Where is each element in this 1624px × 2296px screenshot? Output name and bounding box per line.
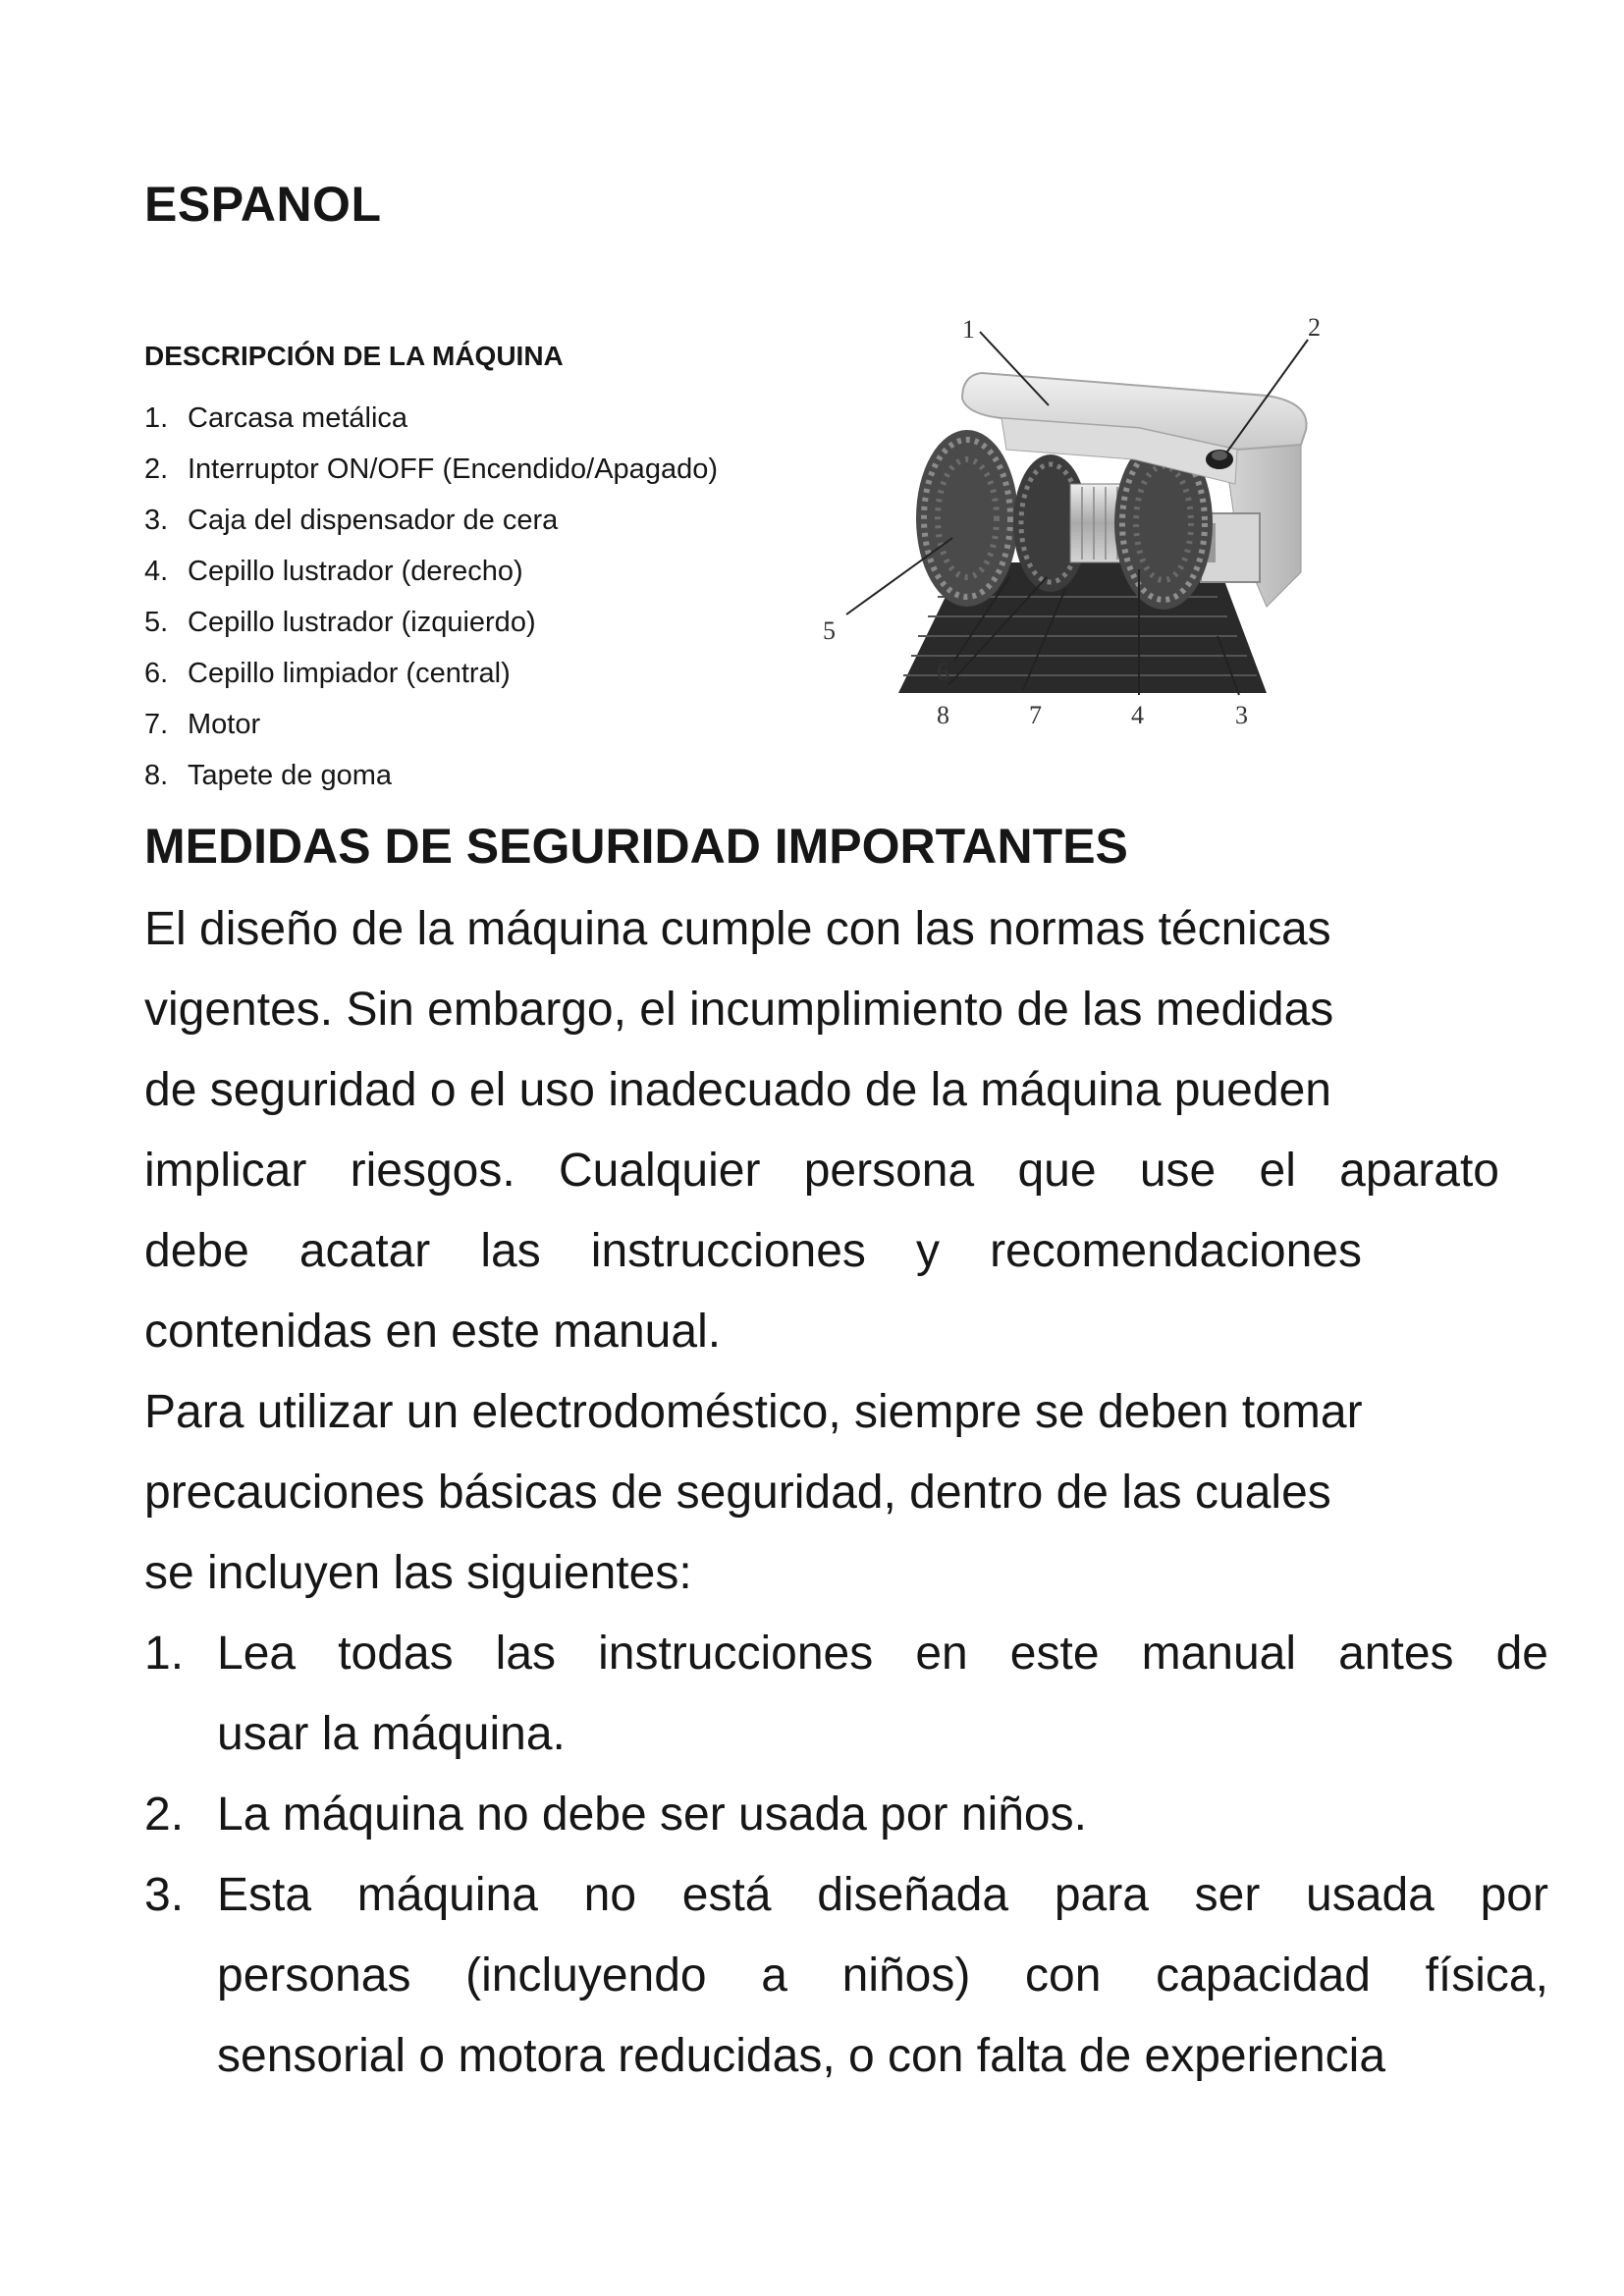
word: riesgos.	[350, 1145, 515, 1197]
paragraph-line: vigentes. Sin embargo, el incumplimiento de las medidas	[144, 984, 1334, 1036]
part-number: 2.	[144, 454, 169, 485]
word: con	[1025, 1949, 1102, 2002]
part-number: 6.	[144, 658, 169, 689]
word: este	[1009, 1628, 1100, 1680]
part-label: Carcasa metálica	[188, 402, 408, 434]
safety-measures-title: MEDIDAS DE SEGURIDAD IMPORTANTES	[144, 819, 1128, 874]
word: y	[915, 1225, 940, 1277]
safety-instructions-list	[144, 1614, 1548, 2097]
parts-list-item	[144, 648, 718, 699]
parts-list-item	[144, 393, 718, 444]
word: de	[1495, 1628, 1548, 1680]
safety-item-number: 2.	[144, 1789, 185, 1841]
word: acatar	[298, 1225, 431, 1277]
paragraph-line: precauciones básicas de seguridad, dentro de las cuales	[144, 1467, 1331, 1519]
word: ser	[1194, 1869, 1261, 1921]
callout-number-8: 8	[937, 701, 949, 729]
part-label: Cepillo lustrador (izquierdo)	[188, 607, 536, 638]
word: para	[1054, 1869, 1149, 1921]
parts-list-item	[144, 495, 718, 546]
word: Esta	[217, 1869, 312, 1921]
parts-list-item	[144, 750, 718, 801]
part-number: 8.	[144, 760, 169, 791]
callout-number-2: 2	[1308, 313, 1321, 342]
machine-description-title: DESCRIPCIÓN DE LA MÁQUINA	[144, 341, 564, 371]
word: Lea	[217, 1628, 297, 1680]
callout-number-6: 6	[937, 658, 949, 686]
part-number: 7.	[144, 709, 169, 740]
safety-item-line: usar la máquina.	[217, 1708, 566, 1760]
word: manual	[1141, 1628, 1297, 1680]
safety-item-line: sensorial o motora reducidas, o con falta de experiencia	[217, 2030, 1386, 2082]
callout-number-1: 1	[962, 315, 975, 344]
callout-number-7: 7	[1029, 701, 1042, 729]
safety-item	[144, 1855, 1548, 2097]
machine-illustration	[898, 373, 1307, 693]
part-label: Caja del dispensador de cera	[188, 505, 559, 536]
word: el	[1259, 1145, 1296, 1197]
word: las	[495, 1628, 557, 1680]
word: aparato	[1339, 1145, 1499, 1197]
part-label: Interruptor ON/OFF (Encendido/Apagado)	[188, 454, 718, 485]
paragraph-line	[144, 1211, 1362, 1292]
part-number: 3.	[144, 505, 169, 536]
safety-item	[144, 1775, 1548, 1855]
part-label: Motor	[188, 709, 261, 740]
paragraph-line	[144, 1131, 1499, 1211]
word: no	[583, 1869, 637, 1921]
word: máquina	[356, 1869, 538, 1921]
safety-item-line	[217, 1614, 1548, 1694]
callout-number-3: 3	[1235, 701, 1248, 729]
word: las	[480, 1225, 541, 1277]
callout-number-5: 5	[823, 616, 836, 645]
word: todas	[338, 1628, 454, 1680]
word: instrucciones	[598, 1628, 874, 1680]
parts-list	[144, 393, 718, 801]
parts-list-item	[144, 546, 718, 597]
word: persona	[803, 1145, 975, 1197]
part-label: Cepillo limpiador (central)	[188, 658, 511, 689]
word: antes	[1338, 1628, 1454, 1680]
shoe-polisher-diagram	[805, 312, 1321, 744]
safety-item-line: La máquina no debe ser usada por niños.	[217, 1789, 1087, 1841]
safety-intro	[144, 889, 1499, 1614]
parts-list-item	[144, 597, 718, 648]
safety-item-number: 3.	[144, 1869, 185, 1921]
paragraph-line: El diseño de la máquina cumple con las normas técnicas	[144, 903, 1331, 955]
word: por	[1480, 1869, 1548, 1921]
callout-number-4: 4	[1131, 701, 1144, 729]
paragraph-line: de seguridad o el uso inadecuado de la máquina pueden	[144, 1064, 1331, 1116]
safety-item-line	[217, 1936, 1548, 2016]
word: a	[761, 1949, 787, 2002]
part-number: 5.	[144, 607, 169, 638]
part-number: 4.	[144, 556, 169, 587]
safety-item	[144, 1614, 1548, 1775]
page-heading: ESPANOL	[144, 177, 382, 232]
word: diseñada	[817, 1869, 1009, 1921]
safety-item-number: 1.	[144, 1628, 185, 1680]
part-label: Cepillo lustrador (derecho)	[188, 556, 523, 587]
word: personas	[217, 1949, 411, 2002]
word: física,	[1425, 1949, 1548, 2002]
part-number: 1.	[144, 402, 169, 434]
word: use	[1139, 1145, 1217, 1197]
on-off-switch	[1206, 450, 1233, 469]
word: implicar	[144, 1145, 307, 1197]
parts-list-item	[144, 444, 718, 495]
part-label: Tapete de goma	[188, 760, 392, 791]
paragraph-line: Para utilizar un electrodoméstico, siempre se deben tomar	[144, 1386, 1363, 1438]
word: niños)	[841, 1949, 971, 2002]
word: instrucciones	[590, 1225, 866, 1277]
paragraph-line: se incluyen las siguientes:	[144, 1547, 692, 1599]
word: debe	[144, 1225, 249, 1277]
word: capacidad	[1156, 1949, 1371, 2002]
left-polishing-brush	[916, 430, 1018, 607]
word: recomendaciones	[990, 1225, 1362, 1277]
word: usada	[1306, 1869, 1435, 1921]
paragraph-line: contenidas en este manual.	[144, 1306, 722, 1358]
parts-list-item	[144, 699, 718, 750]
word: está	[681, 1869, 772, 1921]
word: que	[1017, 1145, 1097, 1197]
word: en	[915, 1628, 968, 1680]
word: (incluyendo	[465, 1949, 707, 2002]
safety-item-line	[217, 1855, 1548, 1936]
word: Cualquier	[559, 1145, 761, 1197]
